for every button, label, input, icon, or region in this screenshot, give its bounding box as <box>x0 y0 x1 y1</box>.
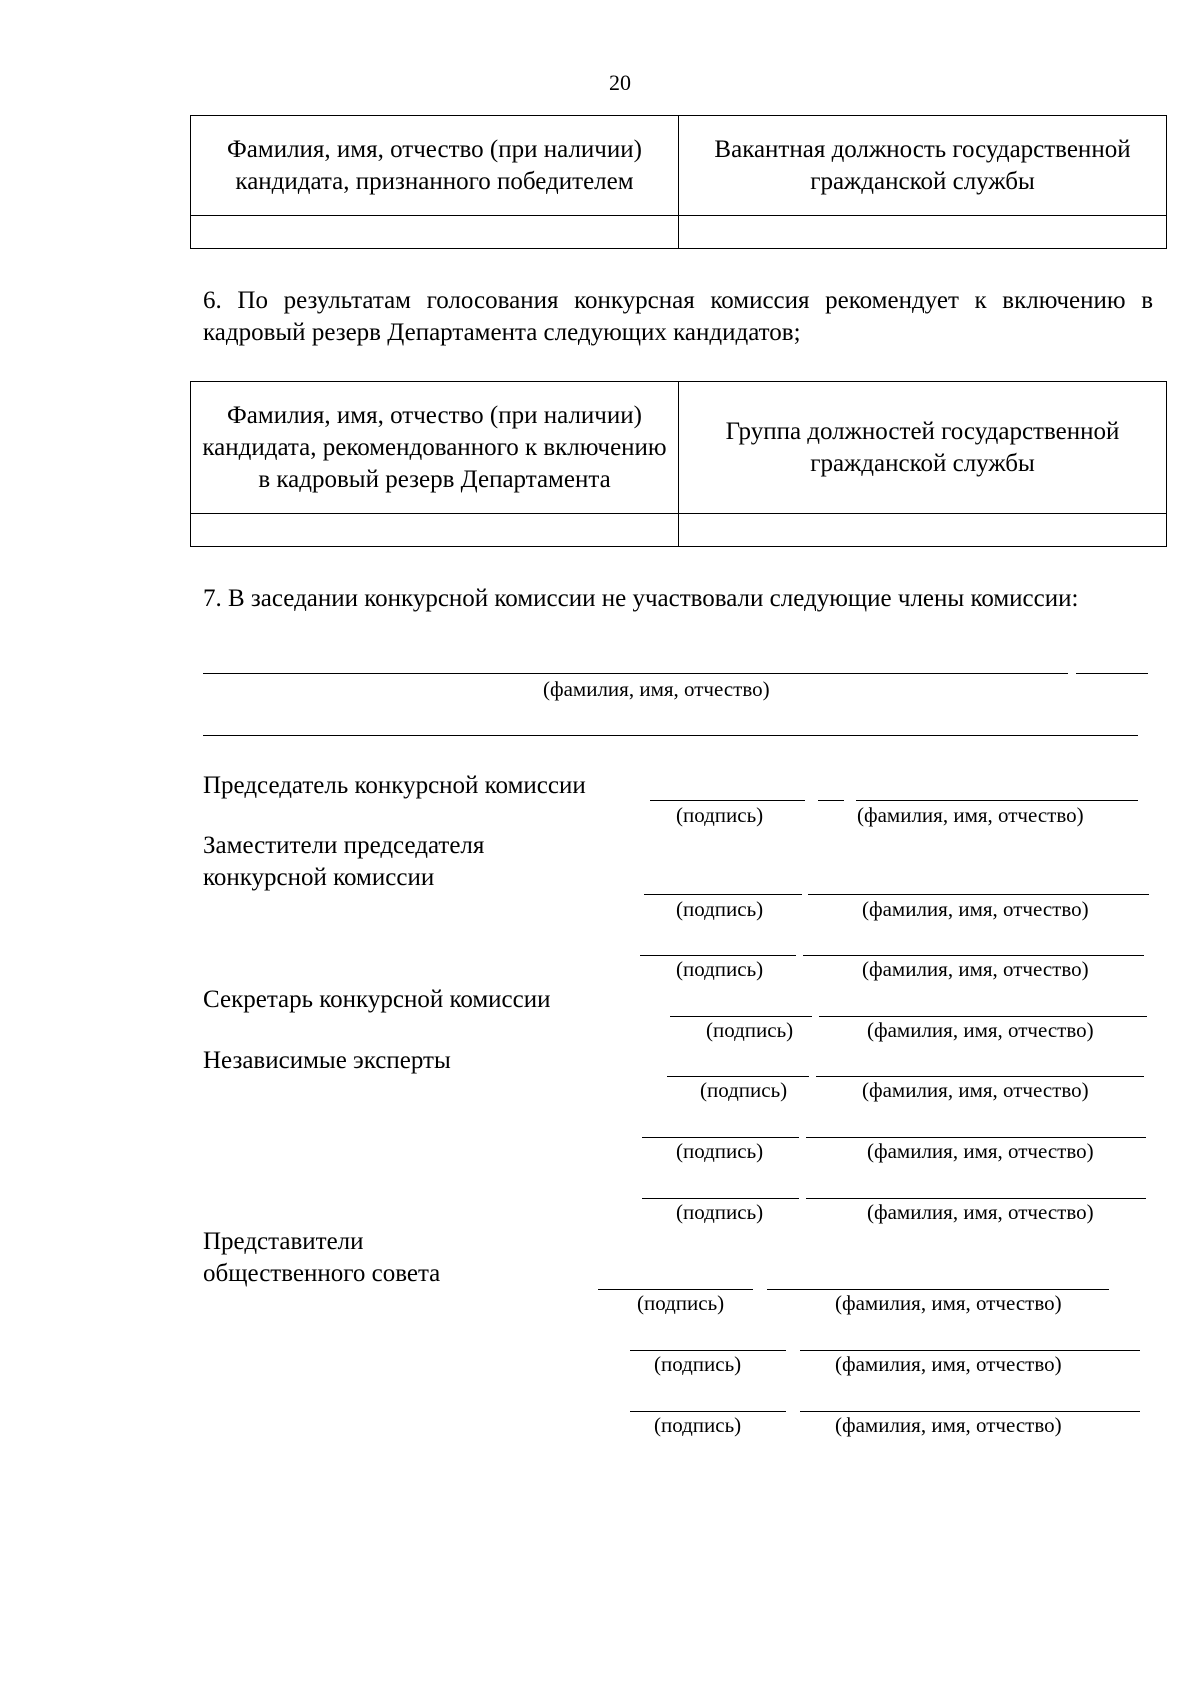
signature-line <box>642 1198 799 1199</box>
name-line <box>800 1350 1140 1351</box>
winner-table-header-position: Вакантная должность государственной гражданской службы <box>679 116 1167 216</box>
signature-line <box>644 894 802 895</box>
signature-line <box>598 1289 753 1290</box>
signature-line <box>630 1411 786 1412</box>
absent-member-caption: (фамилия, имя, отчество) <box>543 677 770 701</box>
signature-caption: (подпись) <box>676 897 764 921</box>
signature-caption: (подпись) <box>706 1018 794 1042</box>
name-line <box>803 955 1144 956</box>
name-line <box>816 1076 1144 1077</box>
name-caption: (фамилия, имя, отчество) <box>867 1018 1094 1042</box>
name-caption: (фамилия, имя, отчество) <box>857 803 1084 827</box>
reserve-table-header-group: Группа должностей государственной гражданской службы <box>679 382 1167 514</box>
absent-member-line <box>1076 673 1148 674</box>
signature-caption: (подпись) <box>676 803 764 827</box>
name-caption: (фамилия, имя, отчество) <box>862 897 1089 921</box>
absent-member-line <box>203 735 1138 736</box>
name-line <box>800 1411 1140 1412</box>
public-council-label-line1: Представители <box>203 1228 364 1255</box>
name-line <box>819 1016 1147 1017</box>
signature-caption: (подпись) <box>676 1139 764 1163</box>
name-line <box>808 894 1149 895</box>
signature-caption: (подпись) <box>637 1291 725 1315</box>
winner-table-cell <box>679 216 1167 249</box>
signature-line <box>642 1137 799 1138</box>
signature-caption: (подпись) <box>654 1352 742 1376</box>
name-caption: (фамилия, имя, отчество) <box>867 1139 1094 1163</box>
experts-label: Независимые эксперты <box>203 1047 451 1074</box>
signature-line <box>630 1350 786 1351</box>
signature-caption: (подпись) <box>676 957 764 981</box>
signature-line <box>670 1016 812 1017</box>
name-caption: (фамилия, имя, отчество) <box>835 1413 1062 1437</box>
winner-table-header-name: Фамилия, имя, отчество (при наличии) кандидата, признанного победителем <box>191 116 679 216</box>
signature-line <box>818 800 844 801</box>
winner-table-cell <box>191 216 679 249</box>
name-line <box>856 800 1138 801</box>
winner-table <box>190 115 1167 249</box>
reserve-table-cell <box>679 514 1167 547</box>
paragraph-7: 7. В заседании конкурсной комиссии не участвовали следующие члены комиссии: <box>203 585 1079 612</box>
name-caption: (фамилия, имя, отчество) <box>835 1291 1062 1315</box>
paragraph-6: 6. По результатам голосования конкурсная комиссия рекомендует к включению в кадровый резерв Департамента следующих кандидатов; <box>203 287 1153 346</box>
signature-line <box>650 800 805 801</box>
name-caption: (фамилия, имя, отчество) <box>862 1078 1089 1102</box>
reserve-table-cell <box>191 514 679 547</box>
signature-line <box>667 1076 809 1077</box>
signature-line <box>640 955 796 956</box>
signature-caption: (подпись) <box>700 1078 788 1102</box>
name-line <box>806 1198 1146 1199</box>
public-council-label-line2: общественного совета <box>203 1260 441 1287</box>
chairman-label: Председатель конкурсной комиссии <box>203 772 586 799</box>
name-line <box>767 1289 1109 1290</box>
absent-member-line <box>203 673 1068 674</box>
signature-caption: (подпись) <box>676 1200 764 1224</box>
deputies-label-line2: конкурсной комиссии <box>203 864 435 891</box>
reserve-table <box>190 381 1167 547</box>
secretary-label: Секретарь конкурсной комиссии <box>203 986 551 1013</box>
reserve-table-header-name: Фамилия, имя, отчество (при наличии) кандидата, рекомендованного к включению в кадровый резерв Департамента <box>191 382 679 514</box>
name-caption: (фамилия, имя, отчество) <box>862 957 1089 981</box>
name-caption: (фамилия, имя, отчество) <box>835 1352 1062 1376</box>
signature-caption: (подпись) <box>654 1413 742 1437</box>
page-number: 20 <box>609 70 631 95</box>
name-line <box>806 1137 1146 1138</box>
deputies-label-line1: Заместители председателя <box>203 832 485 859</box>
name-caption: (фамилия, имя, отчество) <box>867 1200 1094 1224</box>
